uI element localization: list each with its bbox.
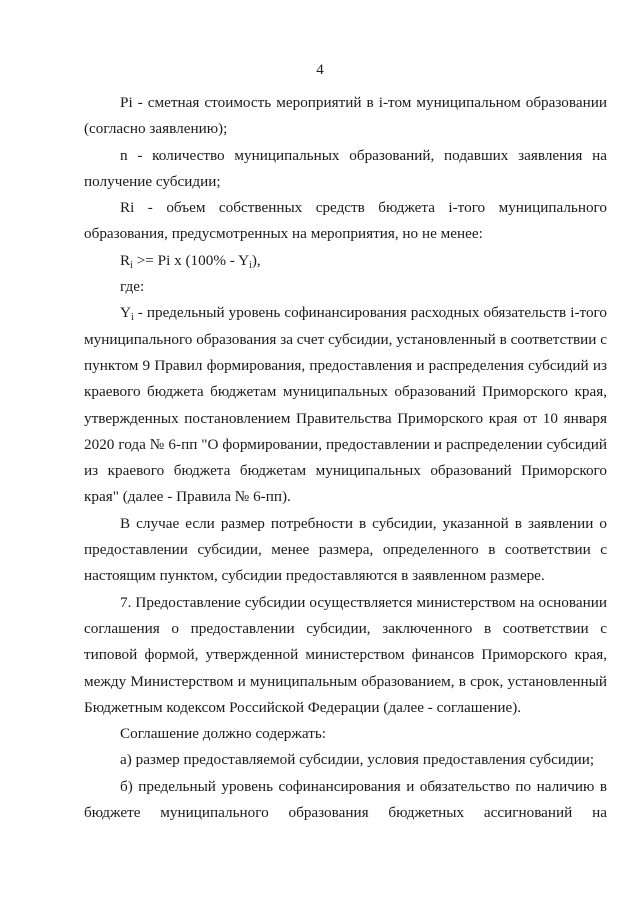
paragraph-agreement-contents: Соглашение должно содержать:	[120, 725, 327, 743]
document-body	[84, 90, 607, 826]
formula-y-subscript: i	[249, 259, 252, 271]
formula-r-subscript: i	[130, 259, 133, 271]
paragraph-item-a: а) размер предоставляемой субсидии, условия предоставления субсидии;	[120, 751, 595, 769]
paragraph-formula	[84, 248, 607, 274]
paragraph-where: где:	[120, 278, 145, 296]
yi-definition-text: - предельный уровень софинансирования расходных обязательств i-того муниципального образования за счет субсидии, установленный в соответствии с пунктом 9 Правил формирования, предоставления и распределения субсидий из краевого бюджета бюджетам муниципальных образований Приморского края, утвержденных постановлением Правительства Приморского края от 10 января 2020 года № 6-пп "О формировании, предоставлении и распределении субсидий из краевого бюджета бюджетам муниципальных образований Приморского края" (далее - Правила № 6-пп).	[84, 304, 607, 506]
page-number: 4	[316, 62, 324, 78]
paragraph-n-definition: n - количество муниципальных образований, подавших заявления на получение субсидии;	[84, 146, 607, 190]
paragraph-demand-case: В случае если размер потребности в субсидии, указанной в заявлении о предоставлении субсидии, менее размера, определенного в соответствии с настоящим пунктом, субсидии предоставляются в заявленном размере.	[84, 514, 607, 585]
formula-r: R	[120, 251, 131, 269]
paragraph-ri-definition: Ri - объем собственных средств бюджета i-того муниципального образования, предусмотренных на мероприятия, но не менее:	[84, 199, 607, 243]
paragraph-pi-definition: Pi - сметная стоимость мероприятий в i-том муниципальном образовании (согласно заявлению);	[84, 94, 607, 138]
paragraph-yi-definition	[84, 300, 607, 510]
yi-symbol: Y	[120, 304, 131, 322]
paragraph-item-b: б) предельный уровень софинансирования и обязательство по наличию в бюджете муниципального образования бюджетных ассигнований на	[84, 777, 607, 822]
yi-subscript: i	[130, 312, 134, 324]
paragraph-item-7: 7. Предоставление субсидии осуществляется министерством на основании соглашения о предоставлении субсидии, заключенного в соответствии с типовой формой, утвержденной министерством финансов Приморского края, между Министерством и муниципальным образованием, в срок, установленный Бюджетным кодексом Российской Федерации (далее - соглашение).	[84, 593, 607, 716]
formula-tail: ),	[251, 251, 261, 269]
formula-middle: >= Pi x (100% - Y	[132, 251, 250, 269]
